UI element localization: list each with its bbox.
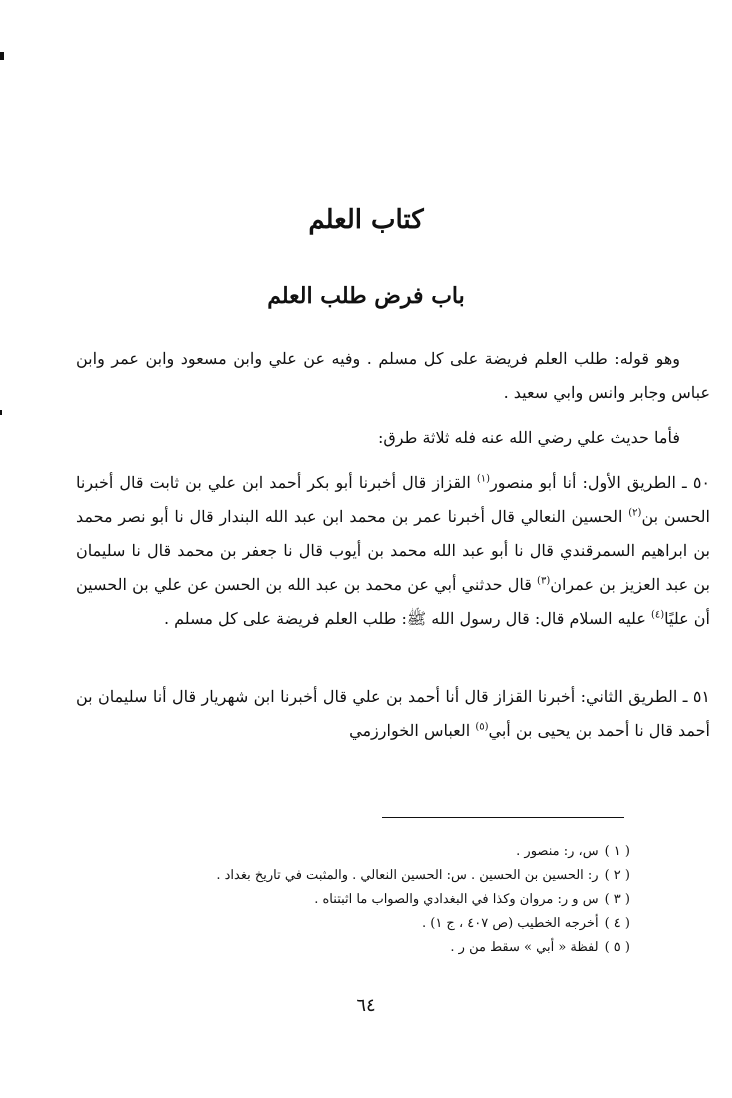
footnote-text: س، ر: منصور . <box>516 844 599 859</box>
footnote-item <box>90 936 630 960</box>
hadith-text: العباس الخوارزمي <box>349 721 471 740</box>
footnote-ref: (٥) <box>475 721 489 733</box>
hadith-text: قال حدثني أبي عن محمد بن عبد الله بن الحسن عن علي بن الحسين أن عليًا <box>76 575 710 628</box>
section-title: باب فرض طلب العلم <box>267 283 465 309</box>
intro-paragraph: وهو قوله: طلب العلم فريضة على كل مسلم . وفيه عن علي وابن مسعود وابن عمر وابن عباس وجابر وانس وابي سعيد . <box>76 349 710 402</box>
scan-edge-mark <box>0 410 2 415</box>
hadith-text: الطريق الأول: أنا أبو منصور <box>490 473 676 492</box>
hadith-number: ٥١ ـ <box>682 687 710 706</box>
scan-edge-mark <box>0 52 4 60</box>
footnote-number: ( ٥ ) <box>604 940 630 955</box>
footnote-item <box>90 864 630 888</box>
hadith-text: الطريق الثاني: أخبرنا القزاز قال أنا أحمد بن علي قال أخبرنا ابن شهريار قال أنا سليمان بن أحمد قال نا أحمد بن يحيى بن أبي <box>76 687 710 740</box>
hadith-number: ٥٠ ـ <box>682 473 710 492</box>
footnote-ref: (٤) <box>650 609 665 621</box>
footnotes-list <box>90 840 630 960</box>
footnote-text: ر: الحسين بن الحسين . س: الحسين النعالي . والمثبت في تاريخ بغداد . <box>216 868 599 883</box>
footnote-ref: (٢) <box>628 507 642 519</box>
footnote-ref: (٣) <box>537 575 551 587</box>
footnote-text: لفظة « أبي » سقط من ر . <box>450 940 599 955</box>
footnote-number: ( ٤ ) <box>604 916 630 931</box>
footnote-text: س و ر: مروان وكذا في البغدادي والصواب ما اثبتناه . <box>314 892 599 907</box>
hadith-51 <box>76 680 710 748</box>
hadith-50 <box>76 466 710 636</box>
footnote-number: ( ١ ) <box>604 844 630 859</box>
page-number: ٦٤ <box>356 995 376 1016</box>
hadith-text: الحسين النعالي قال أخبرنا عمر بن محمد ابن عبد الله البندار قال نا أبو نصر محمد بن ابراهيم السمرقندي قال نا أبو عبد الله محمد بن أيوب قال نا جعفر بن محمد قال نا سليمان بن عبد العزيز بن عمران <box>76 507 711 594</box>
chapter-title: كتاب العلم <box>308 205 424 235</box>
footnote-item <box>90 912 630 936</box>
ali-hadith-intro: فأما حديث علي رضي الله عنه فله ثلاثة طرق: <box>377 428 680 447</box>
footnote-item <box>90 840 630 864</box>
footnote-text: أخرجه الخطيب (ص ٤٠٧ ، ج ١) . <box>421 916 599 931</box>
footnote-number: ( ٢ ) <box>604 868 630 883</box>
footnote-divider <box>382 817 624 818</box>
footnote-item <box>90 888 630 912</box>
footnote-ref: (١) <box>476 473 491 485</box>
hadith-text: عليه السلام قال: قال رسول الله ﷺ: طلب العلم فريضة على كل مسلم . <box>163 609 646 628</box>
hadith-text: القزاز قال أخبرنا أبو بكر أحمد ابن علي بن ثابت قال أخبرنا الحسن بن <box>76 473 710 526</box>
footnote-number: ( ٣ ) <box>604 892 630 907</box>
